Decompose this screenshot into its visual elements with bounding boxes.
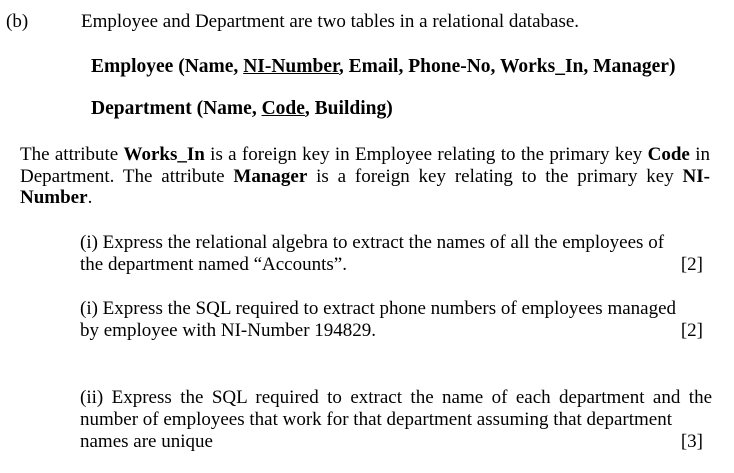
department-primary-key: Code	[261, 98, 305, 119]
employee-schema-suffix: , Email, Phone-No, Works_In, Manager)	[338, 56, 676, 77]
desc-bold-manager: Manager	[233, 165, 308, 187]
foreign-key-description	[20, 144, 710, 209]
desc-bold-works-in: Works_In	[123, 144, 205, 165]
department-schema-suffix: , Building)	[304, 98, 393, 119]
department-schema	[91, 98, 393, 120]
question-text: (ii) Express the SQL required to extract the name of each department and the number of employees that work for that department assuming that department	[80, 387, 712, 430]
question-last-line	[80, 254, 712, 276]
employee-primary-key: NI-Number	[243, 56, 339, 77]
question-last-line	[80, 431, 712, 453]
desc-text-5: .	[87, 187, 93, 208]
question-marks: [2]	[680, 254, 703, 275]
question-text-end: names are unique	[80, 431, 213, 452]
section-label: (b)	[6, 11, 29, 32]
question-item	[80, 232, 712, 276]
intro-text: Employee and Department are two tables in a relational database.	[81, 11, 580, 32]
question-text: (i) Express the SQL required to extract phone numbers of employees managed	[80, 298, 677, 319]
desc-text-1: The attribute	[20, 144, 124, 165]
question-item	[80, 298, 712, 342]
question-last-line	[80, 320, 712, 342]
desc-bold-ni-number: NI-Number	[20, 165, 710, 208]
question-text-end: by employee with NI-Number 194829.	[80, 320, 377, 341]
employee-schema-prefix: Employee (Name,	[91, 56, 244, 77]
question-item	[80, 387, 712, 453]
employee-schema	[91, 56, 675, 78]
desc-text-4: is a foreign key relating to the primary key	[307, 165, 683, 187]
desc-text-3: in Department. The attribute	[20, 144, 710, 187]
desc-text-2: is a foreign key in Employee relating to the primary key	[204, 144, 648, 165]
question-text: (i) Express the relational algebra to extract the names of all the employees of	[80, 232, 665, 253]
question-marks: [2]	[680, 320, 703, 341]
desc-bold-code: Code	[647, 144, 690, 165]
question-marks: [3]	[680, 431, 703, 452]
question-text-end: the department named “Accounts”.	[80, 254, 347, 275]
department-schema-prefix: Department (Name,	[91, 98, 262, 119]
